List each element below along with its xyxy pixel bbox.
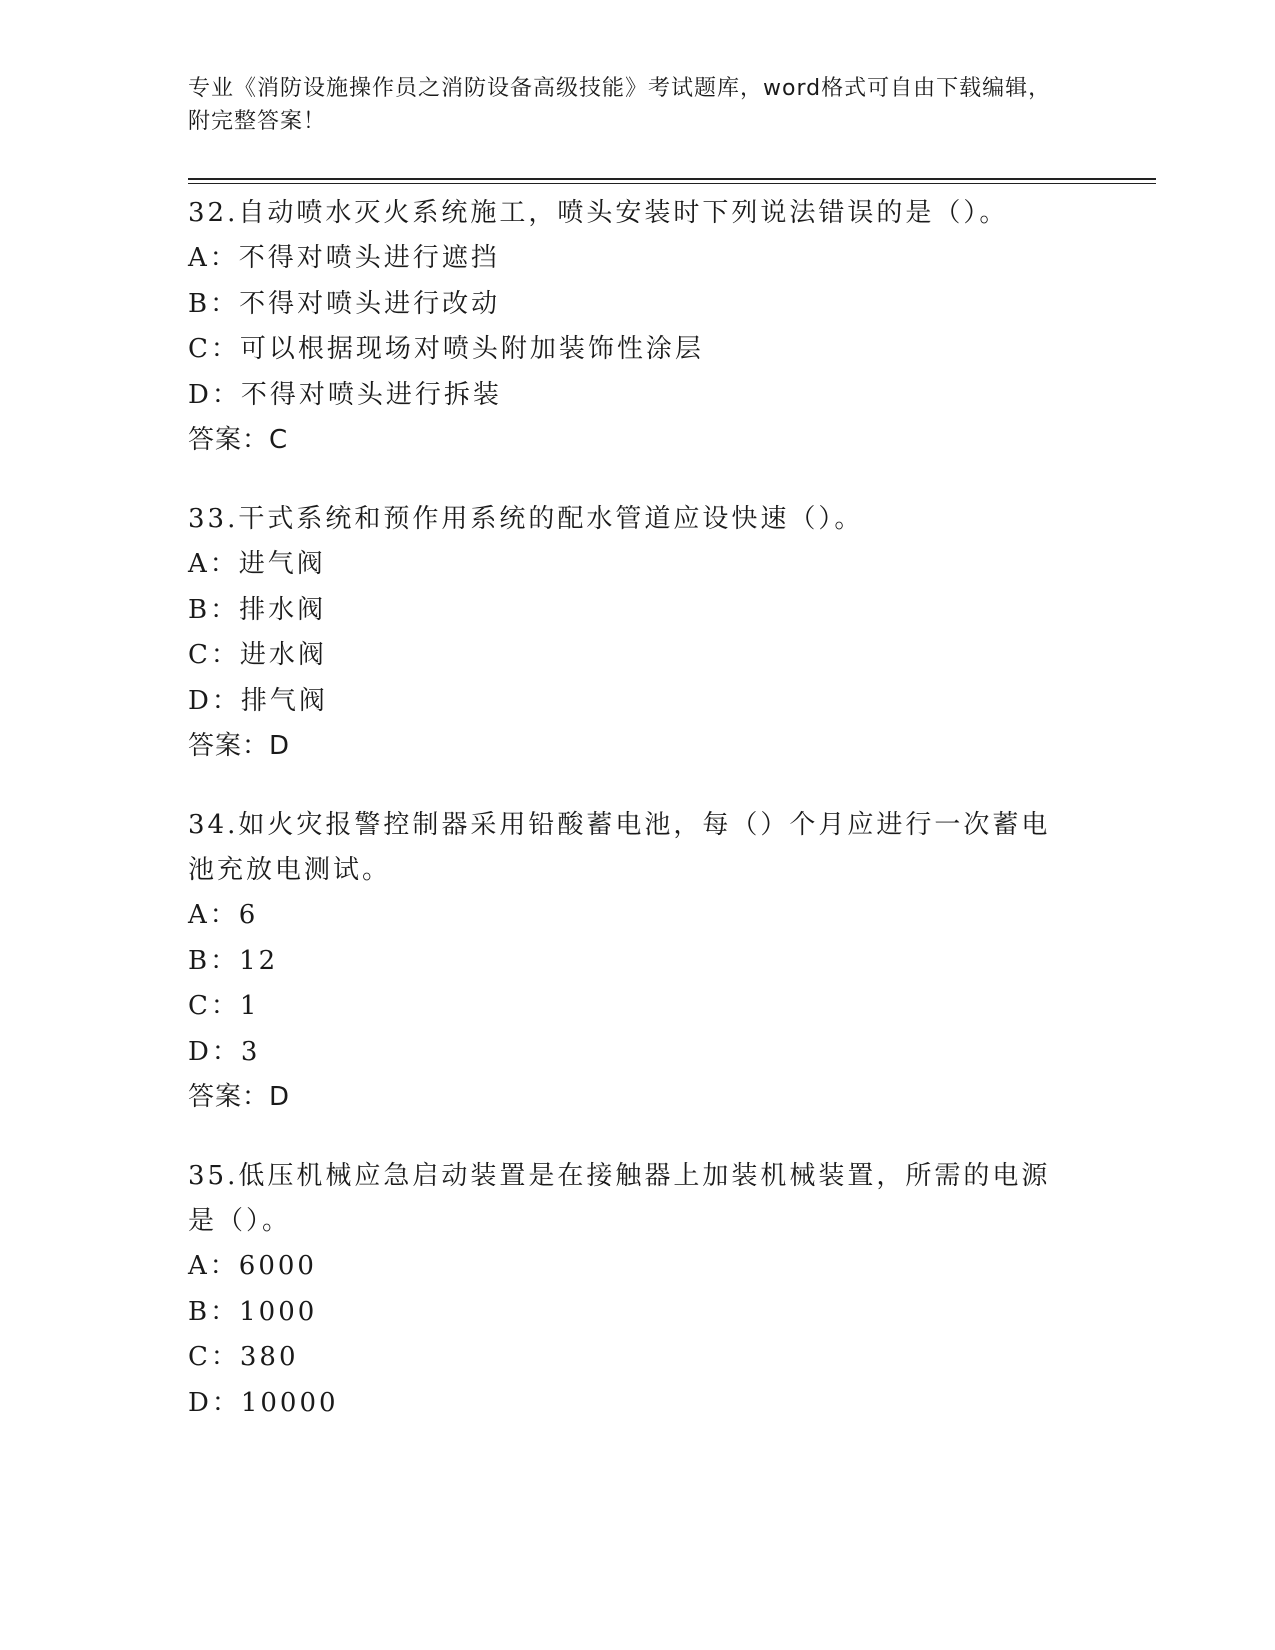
question-list: [188, 191, 1088, 1460]
option-d: D：不得对喷头进行拆装: [188, 379, 502, 410]
question-stem: 33.干式系统和预作用系统的配水管道应设快速（）。: [188, 504, 864, 534]
option-c: C：380: [188, 1342, 299, 1372]
answer-line: 答案：D: [188, 731, 291, 761]
question-33: [188, 497, 1088, 769]
option-c: C：1: [188, 991, 260, 1021]
question-35: [188, 1154, 1088, 1426]
answer-line: 答案：C: [188, 425, 289, 455]
option-a: A：6: [188, 900, 259, 930]
question-32: [188, 191, 1088, 463]
option-b: B：12: [188, 945, 279, 976]
question-stem: 32.自动喷水灭火系统施工，喷头安装时下列说法错误的是（）。: [188, 198, 1009, 228]
option-d: D：10000: [188, 1387, 339, 1418]
option-d: D：排气阀: [188, 685, 328, 716]
option-d: D：3: [188, 1036, 261, 1067]
option-c: C：可以根据现场对喷头附加装饰性涂层: [188, 334, 704, 364]
question-stem: 34.如火灾报警控制器采用铅酸蓄电池，每（）个月应进行一次蓄电池充放电测试。: [188, 810, 1051, 885]
question-34: [188, 803, 1088, 1120]
answer-line: 答案：D: [188, 1082, 291, 1112]
header-divider-thin: [188, 183, 1156, 184]
option-a: A：进气阀: [188, 549, 326, 579]
document-intro: 专业《消防设施操作员之消防设备高级技能》考试题库，word格式可自由下载编辑，附完整答案！: [188, 76, 1052, 134]
question-stem: 35.低压机械应急启动装置是在接触器上加装机械装置，所需的电源是（）。: [188, 1161, 1051, 1236]
option-c: C：进水阀: [188, 640, 327, 670]
option-b: B：排水阀: [188, 594, 327, 625]
header-divider-thick: [188, 178, 1156, 180]
option-b: B：1000: [188, 1296, 318, 1327]
option-b: B：不得对喷头进行改动: [188, 288, 501, 319]
option-a: A：不得对喷头进行遮挡: [188, 243, 500, 273]
option-a: A：6000: [188, 1251, 317, 1281]
